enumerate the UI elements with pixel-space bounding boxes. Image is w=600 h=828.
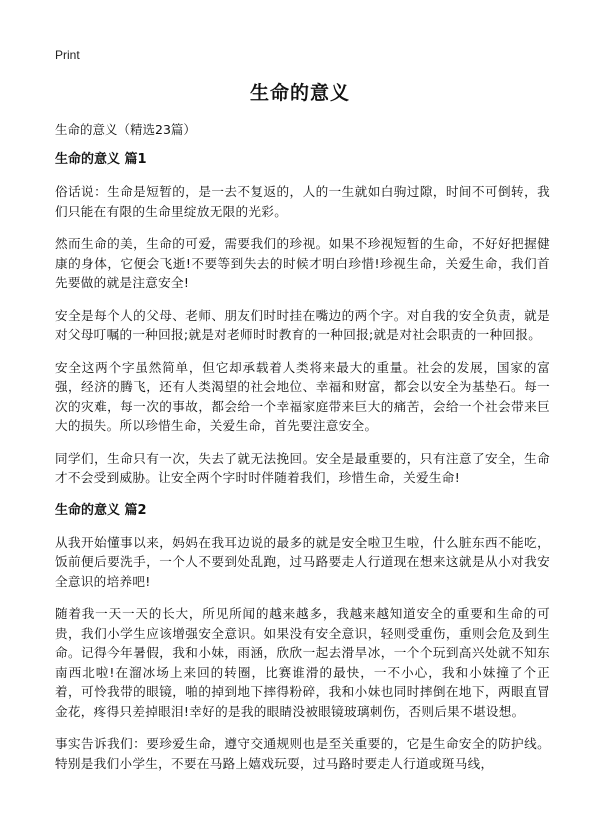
paragraph: 俗话说：生命是短暂的，是一去不复返的，人的一生就如白驹过隙，时间不可倒转，我们只能在有限的生命里绽放无限的光彩。: [55, 184, 550, 219]
section-heading: 生命的意义 篇2: [55, 502, 147, 518]
section-1: [55, 150, 550, 488]
paragraph: 事实告诉我们：要珍爱生命，遵守交通规则也是至关重要的，它是生命安全的防护线。特别是我们小学生，不要在马路上嬉戏玩耍，过马路时要走人行道或斑马线，: [55, 736, 550, 771]
paragraph: 安全是每个人的父母、老师、朋友们时时挂在嘴边的两个字。对自我的安全负责，就是对父母叮嘱的一种回报;就是对老师时时教育的一种回报;就是对社会职责的一种回报。: [55, 307, 550, 342]
paragraph: 然而生命的美，生命的可爱，需要我们的珍视。如果不珍视短暂的生命，不好好把握健康的身体，它便会飞逝!不要等到失去的时候才明白珍惜!珍视生命，关爱生命，我们首先要做的就是注意安全!: [55, 236, 550, 290]
section-heading: 生命的意义 篇1: [55, 152, 147, 167]
page-title: 生命的意义: [249, 82, 350, 104]
paragraph: 同学们，生命只有一次，失去了就无法挽回。安全是最重要的，只有注意了安全，生命才不会受到威胁。让安全两个字时时伴随着我们，珍惜生命，关爱生命!: [55, 450, 550, 485]
paragraph: 从我开始懂事以来，妈妈在我耳边说的最多的就是安全啦卫生啦，什么脏东西不能吃，饭前便后要洗手，一个人不要到处乱跑，过马路要走人行道现在想来这就是从小对我安全意识的培养吧!: [55, 534, 550, 589]
paragraph: 安全这两个字虽然简单，但它却承载着人类将来最大的重量。社会的发展，国家的富强，经济的腾飞，还有人类渴望的社会地位、幸福和财富，都会以安全为基垫石。每一次的灾难，每一次的事故，都会给一个幸福家庭带来巨大的痛苦，会给一个社会带来巨大的损失。所以珍惜生命，关爱生命，首先要注意安全。: [55, 359, 550, 433]
document-body: [55, 150, 550, 786]
document-subtitle: 生命的意义（精选23篇）: [55, 122, 196, 137]
section-2: [55, 501, 550, 774]
paragraph: 随着我一天一天的长大，所见所闻的越来越多，我越来越知道安全的重要和生命的可贵，我们小学生应该增强安全意识。如果没有安全意识，轻则受重伤，重则会危及到生命。记得今年暑假，我和小妹，雨涵，欣欣一起去滑旱冰，一个个玩到高兴处就不知东南西北啦!在溜冰场上来回的转圈，比赛谁滑的最快，一不小心，我和小妹撞了个正着，可怜我带的眼镜，啪的掉到地下摔得粉碎，我和小妹也同时摔倒在地下，两眼直冒金花，疼得只差掉眼泪!幸好的是我的眼睛没被眼镜玻璃刺伤，否则后果不堪设想。: [55, 606, 550, 719]
print-link[interactable]: Print: [55, 48, 80, 62]
